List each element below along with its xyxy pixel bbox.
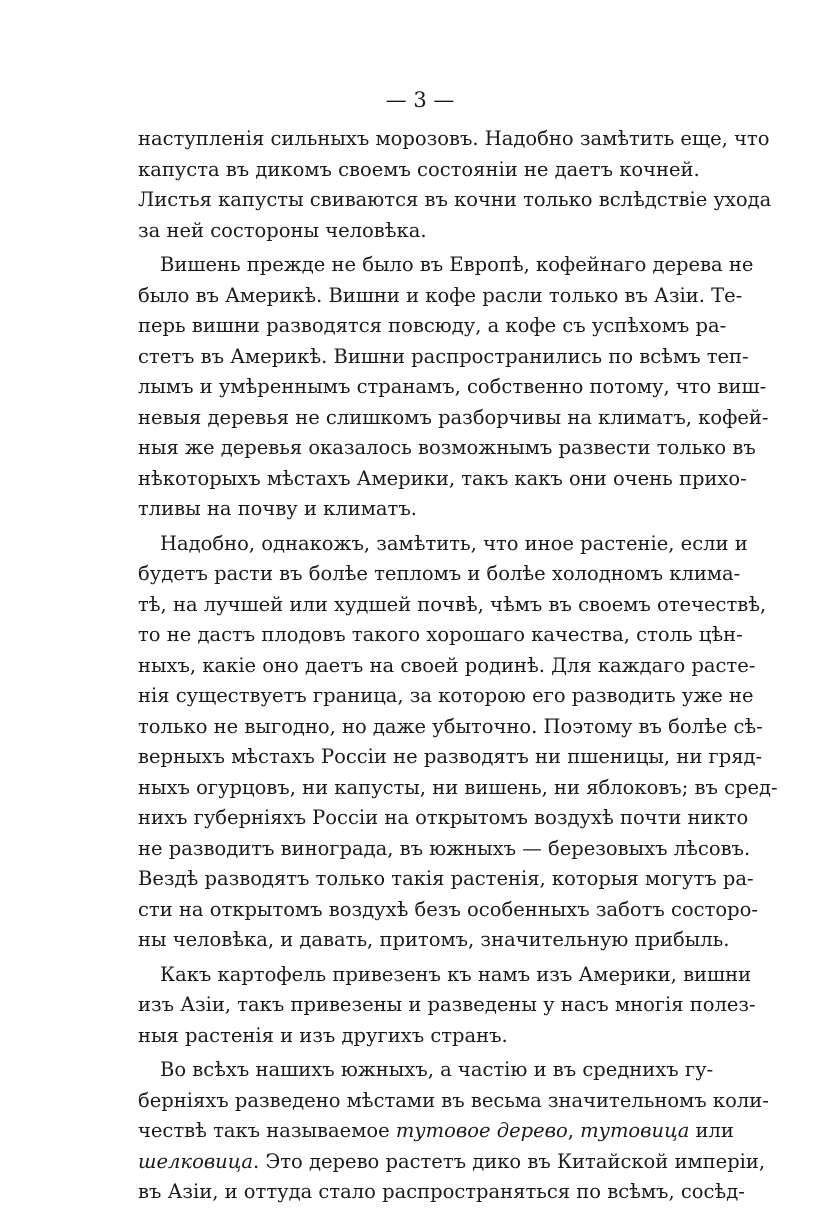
- text-line: сти на открытомъ воздухѣ безъ особенныхъ заботъ состоро-: [138, 897, 758, 921]
- text-line: то не дастъ плодовъ такого хорошаго качества, столь цѣн-: [138, 623, 743, 646]
- text-line: только не выгодно, но даже убыточно. Поэтому въ болѣе сѣ-: [138, 714, 763, 738]
- text-fragment: или: [689, 1119, 734, 1142]
- text-line: Во всѣхъ нашихъ южныхъ, а частію и въ среднихъ гу-: [160, 1058, 714, 1081]
- text-line: изъ Азіи, такъ привезены и разведены у насъ многія полез-: [138, 993, 756, 1016]
- text-line: перь вишни разводятся повсюду, а кофе съ успѣхомъ ра-: [138, 314, 727, 337]
- text-line: нѣкоторыхъ мѣстахъ Америки, такъ какъ они очень прихо-: [138, 466, 747, 490]
- text-line: верныхъ мѣстахъ Россіи не разводятъ ни пшеницы, ни гряд-: [138, 745, 763, 768]
- text-line: ныя же деревья оказалось возможнымъ развести только въ: [138, 436, 756, 459]
- body-text: [138, 124, 778, 1208]
- italic-term: шелковица: [138, 1149, 253, 1173]
- text-line: нія существуетъ граница, за которою его разводить уже не: [138, 684, 754, 707]
- text-line: [138, 1116, 734, 1147]
- text-line: Листья капусты свиваются въ кочни только вслѣдствіе ухода: [138, 188, 772, 211]
- text-line: берніяхъ разведено мѣстами въ весьма значительномъ коли-: [138, 1088, 769, 1112]
- italic-term: тутовица: [580, 1119, 690, 1142]
- text-line: невыя деревья не слишкомъ разборчивы на климатъ, кофей-: [138, 405, 769, 429]
- text-line: было въ Америкѣ. Вишни и кофе расли только въ Азіи. Те-: [138, 283, 743, 307]
- text-line: ныхъ огурцовъ, ни капусты, ни вишень, ни яблоковъ; въ сред-: [138, 775, 778, 799]
- text-line: ны человѣка, и давать, притомъ, значительную прибыль.: [138, 928, 730, 951]
- text-line: тливы на почву и климатъ.: [138, 497, 417, 520]
- text-line: тѣ, на лучшей или худшей почвѣ, чѣмъ въ своемъ отечествѣ,: [138, 592, 767, 616]
- text-line: будетъ расти въ болѣе тепломъ и болѣе холодномъ клима-: [138, 562, 741, 585]
- paragraph: [138, 529, 778, 956]
- text-line: лымъ и умѣреннымъ странамъ, собственно потому, что виш-: [138, 375, 767, 398]
- text-line: ныхъ, какіе оно даетъ на своей родинѣ. Для каждаго расте-: [138, 653, 756, 677]
- text-line: капуста въ дикомъ своемъ состояніи не даетъ кочней.: [138, 157, 700, 181]
- text-fragment: чествѣ такъ называемое: [138, 1119, 396, 1142]
- text-line: Надобно, однакожъ, замѣтить, что иное растеніе, если и: [160, 531, 748, 555]
- text-line: ныя растенія и изъ другихъ странъ.: [138, 1023, 508, 1047]
- text-line: наступленія сильныхъ морозовъ. Надобно замѣтить еще, что: [138, 127, 770, 150]
- paragraph: [138, 124, 772, 246]
- text-line: нихъ губерніяхъ Россіи на открытомъ воздухѣ почти никто: [138, 806, 749, 829]
- text-line: Какъ картофель привезенъ къ намъ изъ Америки, вишни: [160, 962, 752, 986]
- text-line: въ Азіи, и оттуда стало распространяться по всѣмъ, сосѣд-: [138, 1180, 745, 1203]
- text-fragment: ,: [567, 1119, 581, 1142]
- text-line: стетъ въ Америкѣ. Вишни распространились по всѣмъ теп-: [138, 344, 749, 368]
- text-fragment: . Это дерево растетъ дико въ Китайской имперіи,: [252, 1149, 766, 1173]
- paragraph: [138, 1055, 769, 1208]
- page-number: — 3 —: [385, 88, 455, 112]
- paragraph: [138, 250, 769, 525]
- paragraph: [138, 960, 756, 1052]
- text-line: [138, 1147, 766, 1178]
- text-line: не разводитъ винограда, въ южныхъ — березовыхъ лѣсовъ.: [138, 836, 751, 860]
- italic-term: тутовое дерево: [395, 1119, 568, 1142]
- text-line: Вишень прежде не было въ Европѣ, кофейнаго дерева не: [160, 253, 754, 276]
- text-line: за ней состороны человѣка.: [138, 218, 427, 242]
- text-line: Вездѣ разводятъ только такія растенія, которыя могутъ ра-: [138, 867, 754, 890]
